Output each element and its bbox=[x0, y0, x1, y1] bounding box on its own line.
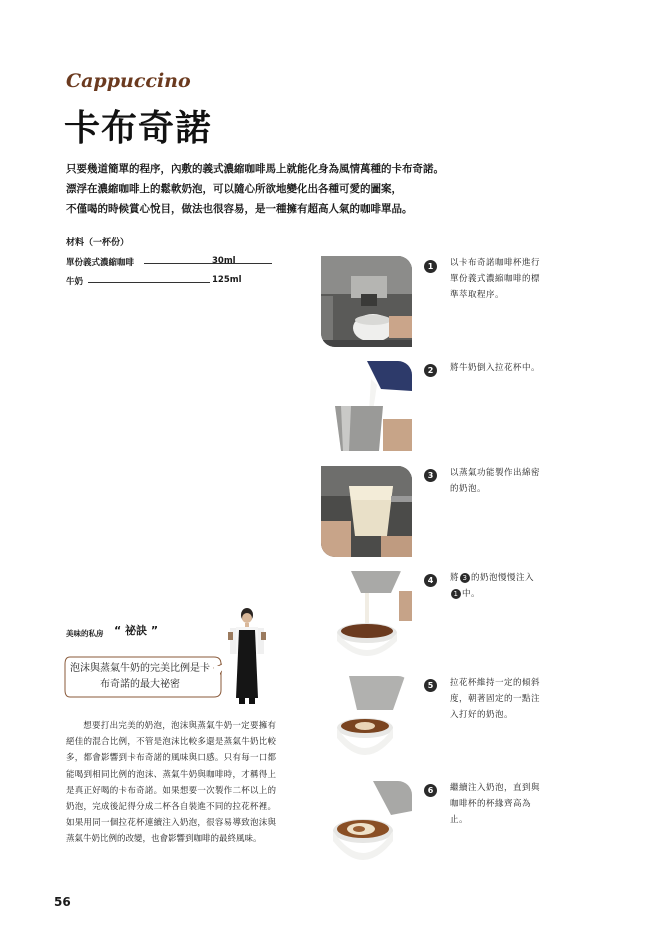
page-number: 56 bbox=[54, 895, 71, 909]
step-number-badge: 1 bbox=[424, 260, 437, 273]
barista-figure bbox=[222, 606, 272, 706]
ingredient-qty: 30ml bbox=[212, 256, 236, 266]
step-reference-badge: 3 bbox=[460, 573, 470, 583]
secret-body-text bbox=[66, 718, 276, 848]
step-description: 繼續注入奶泡，直到與咖啡杯的杯緣齊高為止。 bbox=[450, 783, 541, 825]
ingredient-qty: 125ml bbox=[212, 275, 242, 285]
secret-title: “ 祕訣 ” bbox=[114, 624, 159, 637]
step-description: 以蒸氣功能製作出綿密的奶泡。 bbox=[450, 468, 541, 494]
finished-cappuccino-photo bbox=[321, 781, 412, 872]
pour-milk-into-pitcher-photo bbox=[321, 361, 412, 452]
title-english: Cappuccino bbox=[66, 70, 191, 92]
step-description: 拉花杯維持一定的傾斜度，朝著固定的一點注入打好的奶泡。 bbox=[450, 678, 541, 720]
step-text-part: 將 bbox=[450, 573, 460, 583]
step-number-badge: 5 bbox=[424, 679, 437, 692]
secret-label: 美味的私房 bbox=[66, 629, 104, 638]
step-number-badge: 3 bbox=[424, 469, 437, 482]
pour-foam-photo bbox=[321, 571, 412, 662]
ingredient-name: 單份義式濃縮咖啡 bbox=[66, 258, 135, 268]
materials-heading: 材料（一杯份） bbox=[66, 238, 130, 248]
leader-line bbox=[144, 263, 272, 264]
intro-line: 漂浮在濃縮咖啡上的鬆軟奶泡，可以隨心所欲地變化出各種可愛的圖案， bbox=[66, 183, 402, 195]
espresso-extraction-photo bbox=[321, 256, 412, 347]
step-reference-badge: 1 bbox=[451, 589, 461, 599]
ingredient-row bbox=[66, 256, 266, 270]
leader-line bbox=[88, 282, 210, 283]
intro-line: 只要幾道簡單的程序，內敷的義式濃縮咖啡馬上就能化身為風情萬種的卡布奇諾。 bbox=[66, 163, 444, 175]
secret-body-content: 想要打出完美的奶泡，泡沫與蒸氣牛奶一定要擁有絕佳的混合比例，不管是泡沫比較多還是蒸氣牛奶比較多，都會影響到卡布奇諾的風味與口感。只有每一口都能喝到相同比例的泡沫、蒸氣牛奶與咖啡時，才稱得上是真正好喝的卡布奇諾。如果想要一次製作二杯以上的奶泡，完成後記得分成二杯各自裝進不同的拉花杯裡。如果用同一個拉花杯連續注入奶泡，很容易導致泡沫與蒸氣牛奶比例的改變，也會影響到咖啡的最終風味。 bbox=[66, 721, 276, 845]
step-description: 將牛奶倒入拉花杯中。 bbox=[450, 363, 541, 373]
step-description: 以卡布奇諾咖啡杯進行單份義式濃縮咖啡的標準萃取程序。 bbox=[450, 258, 541, 300]
intro-paragraph bbox=[66, 159, 486, 219]
steam-milk-photo bbox=[321, 466, 412, 557]
intro-line: 不僅喝的時候賞心悅目，做法也很容易，是一種擁有超高人氣的咖啡單品。 bbox=[66, 203, 413, 215]
speech-bubble-text: 泡沫與蒸氣牛奶的完美比例是卡布奇諾的最大祕密 bbox=[70, 663, 210, 690]
step-description bbox=[450, 570, 546, 602]
ingredient-row bbox=[66, 275, 266, 289]
ingredient-name: 牛奶 bbox=[66, 277, 84, 287]
step-number-badge: 6 bbox=[424, 784, 437, 797]
latte-art-pour-photo bbox=[321, 676, 412, 767]
step-number-badge: 2 bbox=[424, 364, 437, 377]
step-text-part: 中。 bbox=[462, 589, 481, 599]
title-chinese: 卡布奇諾 bbox=[64, 108, 213, 149]
step-number-badge: 4 bbox=[424, 574, 437, 587]
step-text-part: 的奶泡慢慢注入 bbox=[471, 573, 535, 583]
